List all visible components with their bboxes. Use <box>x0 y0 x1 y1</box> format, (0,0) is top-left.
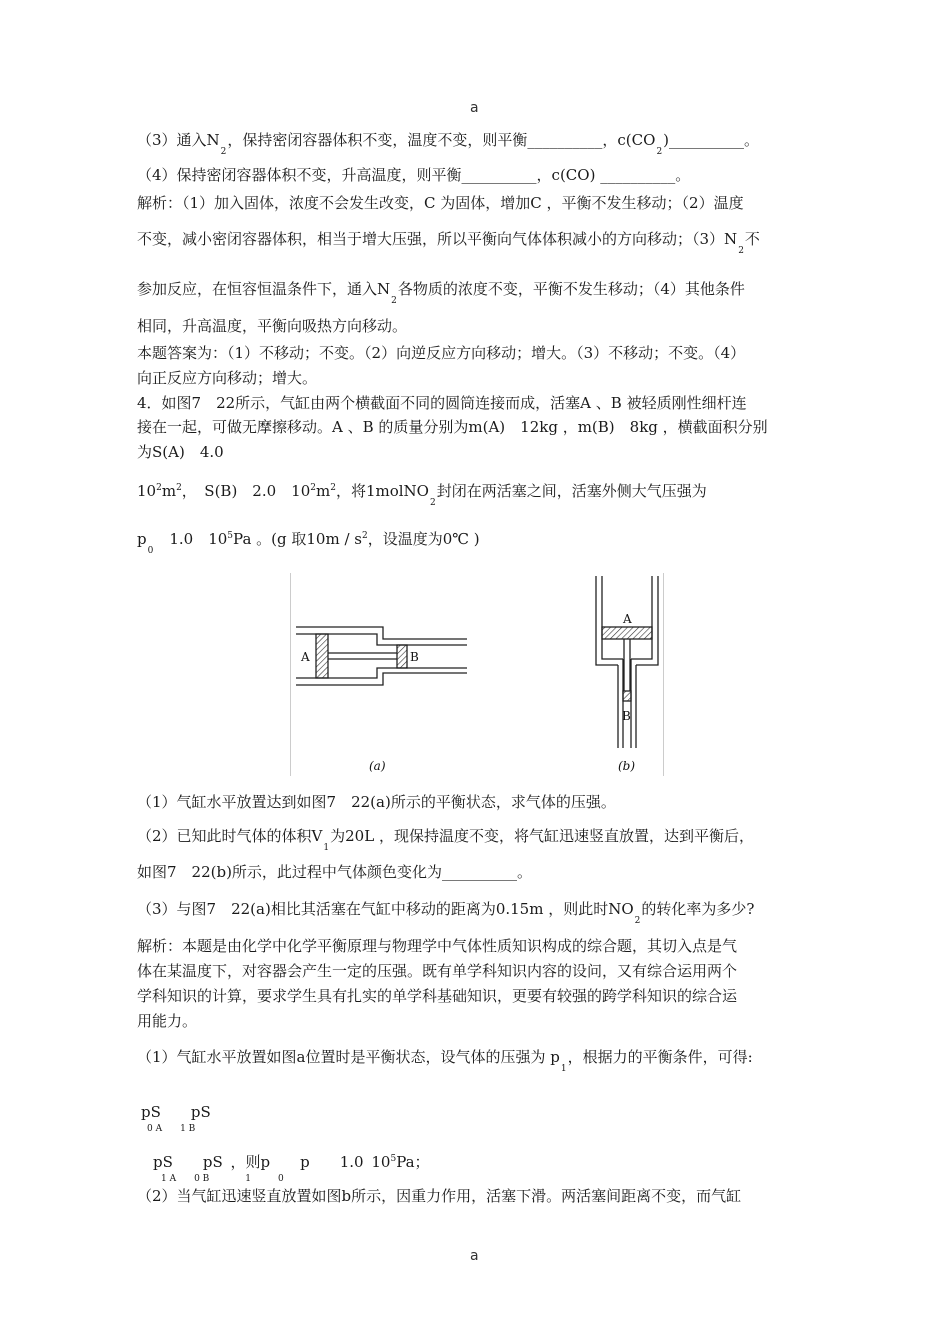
question-3: （3）与图7 22(a)相比其活塞在气缸中移动的距离为0.15m ，则此时$NO_2$的转化率为多少? <box>137 900 755 926</box>
text-line: 参加反应，在恒容恒温条件下，通入$N_2$各物质的浓度不变，平衡不发生移动；（4）其他条件 <box>137 280 745 306</box>
equation-1: pS pS <box>141 1103 211 1121</box>
text-line: （3）通入$N_2$，保持密闭容器体积不变，温度不变，则平衡__________，$c(CO_2)\_\_\_\_\_\_\_\_\_\_$。 <box>137 131 760 157</box>
text-line: 用能力。 <box>137 1012 198 1030</box>
equation-1-subscripts: 0 A 1 B <box>147 1124 196 1134</box>
equation-2-subscripts: 1 A 0 B 1 0 <box>161 1174 284 1184</box>
text-line: $p_0$ 1.0 $10^5Pa$ 。(g 取$10m / s^2$，设温度为0℃ ) <box>137 530 480 556</box>
equation-2: pS pS ，则p p 1.0 $10^5Pa$； <box>153 1153 430 1171</box>
text-line: 解析：（1）加入固体，浓度不会发生改变，C 为固体，增加C ，平衡不发生移动；（2）温度 <box>137 194 744 212</box>
cylinder-horizontal <box>296 627 467 685</box>
text-line: 学科知识的计算，要求学生具有扎实的单学科基础知识，更要有较强的跨学科知识的综合运 <box>137 987 738 1005</box>
text-line: 接在一起，可做无摩擦移动。A 、B 的质量分别为m(A) 12kg ，m(B) 8kg ，横截面积分别 <box>137 418 768 436</box>
label-b-vertical: B <box>622 709 631 723</box>
figure-drawing <box>291 573 663 776</box>
label-a-vertical: A <box>623 612 632 626</box>
text-line: 解析：本题是由化学中化学平衡原理与物理学中气体性质知识构成的综合题，其切入点是气 <box>137 937 738 955</box>
text-line: 4．如图7 22所示，气缸由两个横截面不同的圆筒连接而成，活塞A 、B 被轻质刚性细杆连 <box>137 394 747 412</box>
label-a-horizontal: A <box>301 650 310 664</box>
text-line: 向正反应方向移动；增大。 <box>137 369 318 387</box>
text-line: （1）气缸水平放置如图a位置时是平衡状态，设气体的压强为 $p_1$，根据力的平衡条件，可得: <box>137 1048 753 1074</box>
text-line: 本题答案为：（1）不移动；不变。（2）向逆反应方向移动；增大。（3）不移动；不变。（4） <box>137 344 746 362</box>
caption-b: (b) <box>618 759 636 773</box>
page-footer-mark: a <box>470 1248 479 1264</box>
question-2: （2）已知此时气体的体积$V_1$为20L ，现保持温度不变，将气缸迅速竖直放置，达到平衡后， <box>137 827 754 853</box>
text-line: 体在某温度下，对容器会产生一定的压强。既有单学科知识内容的设问，又有综合运用两个 <box>137 962 738 980</box>
question-2-cont: 如图7 22(b)所示，此过程中气体颜色变化为__________。 <box>137 863 532 881</box>
text-line: 相同，升高温度，平衡向吸热方向移动。 <box>137 317 408 335</box>
question-1: （1）气缸水平放置达到如图7 22(a)所示的平衡状态，求气体的压强。 <box>137 793 616 811</box>
label-b-horizontal: B <box>410 650 419 664</box>
cylinder-figure <box>290 573 664 776</box>
text-line: 为S(A) 4.0 <box>137 443 224 461</box>
caption-a: (a) <box>369 759 386 773</box>
text-line: $10^2m^2$， S(B) 2.0 $10^2m^2$，将1molNO$_2$封闭在两活塞之间，活塞外侧大气压强为 <box>137 482 707 508</box>
page-header-mark: a <box>470 100 479 116</box>
text-line: 不变，减小密闭容器体积，相当于增大压强，所以平衡向气体体积减小的方向移动；$(3)N_2$不 <box>137 230 760 256</box>
text-line: （2）当气缸迅速竖直放置如图b所示，因重力作用，活塞下滑。两活塞间距离不变，而气缸 <box>137 1187 742 1205</box>
text-line: （4）保持密闭容器体积不变，升高温度，则平衡__________，c(CO) __________。 <box>137 166 691 184</box>
